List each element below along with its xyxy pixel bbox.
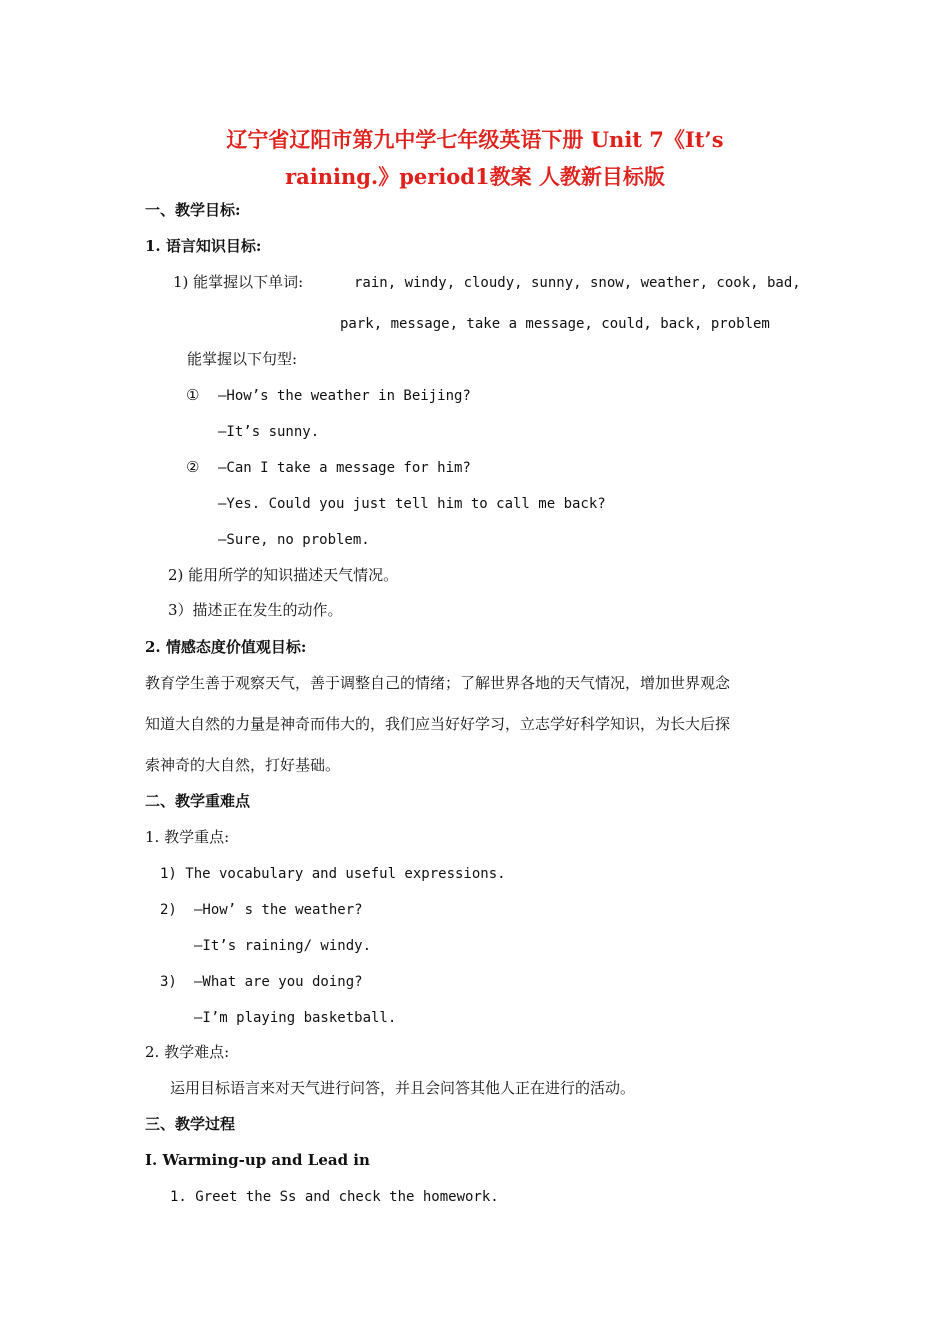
paragraph-line: 索神奇的大自然，打好基础。	[145, 756, 341, 774]
key-point-item: —I’m playing basketball.	[194, 1010, 397, 1026]
step-heading: Ⅰ. Warming-up and Lead in	[145, 1151, 370, 1169]
sentence-text: —It’s sunny.	[218, 424, 320, 440]
section-heading-objectives: 一、教学目标:	[145, 201, 241, 219]
subheading-attitude-goals: 2. 情感态度价值观目标:	[145, 638, 307, 656]
key-point-number: 3)	[160, 974, 177, 990]
list-marker: ②	[186, 458, 200, 476]
key-point-item: —How’ s the weather?	[194, 902, 363, 918]
subheading-language-goals: 1. 语言知识目标:	[145, 237, 262, 255]
section-heading-key-points: 二、教学重难点	[145, 792, 251, 810]
sentence-text: —Sure, no problem.	[218, 532, 370, 548]
list-item	[186, 385, 471, 406]
key-point-item: 1) The vocabulary and useful expressions.	[160, 866, 506, 882]
words-line-1: rain, windy, cloudy, sunny, snow, weather, cook, bad,	[354, 275, 801, 291]
section-heading-process: 三、教学过程	[145, 1115, 236, 1133]
key-point-number: 2)	[160, 902, 177, 918]
goal-item: 3）描述正在发生的动作。	[168, 601, 343, 619]
sentence-text: —How’s the weather in Beijing?	[218, 388, 471, 404]
document-title-line-1: 辽宁省辽阳市第九中学七年级英语下册 Unit 7《It’s	[226, 127, 724, 152]
key-point-item: —It’s raining/ windy.	[194, 938, 372, 954]
list-marker: ①	[186, 386, 200, 404]
sentences-label: 能掌握以下句型:	[187, 350, 298, 368]
sentence-text: —Can I take a message for him?	[218, 460, 471, 476]
list-item	[186, 457, 471, 478]
sentence-text: —Yes. Could you just tell him to call me back?	[218, 496, 606, 512]
goal-item: 2) 能用所学的知识描述天气情况。	[168, 566, 399, 584]
difficulties-label: 2. 教学难点:	[145, 1043, 230, 1061]
paragraph-line: 教育学生善于观察天气，善于调整自己的情绪；了解世界各地的天气情况，增加世界观念	[145, 674, 731, 692]
step-item: 1. Greet the Ss and check the homework.	[170, 1189, 499, 1205]
words-label: 1) 能掌握以下单词:	[173, 273, 304, 291]
key-points-label: 1. 教学重点:	[145, 828, 230, 846]
key-point-item: —What are you doing?	[194, 974, 363, 990]
difficulties-text: 运用目标语言来对天气进行问答，并且会问答其他人正在进行的活动。	[170, 1079, 636, 1097]
words-line-2: park, message, take a message, could, back, problem	[340, 316, 770, 332]
paragraph-line: 知道大自然的力量是神奇而伟大的，我们应当好好学习，立志学好科学知识，为长大后探	[145, 715, 731, 733]
document-title-line-2: raining.》period1教案 人教新目标版	[285, 164, 665, 189]
